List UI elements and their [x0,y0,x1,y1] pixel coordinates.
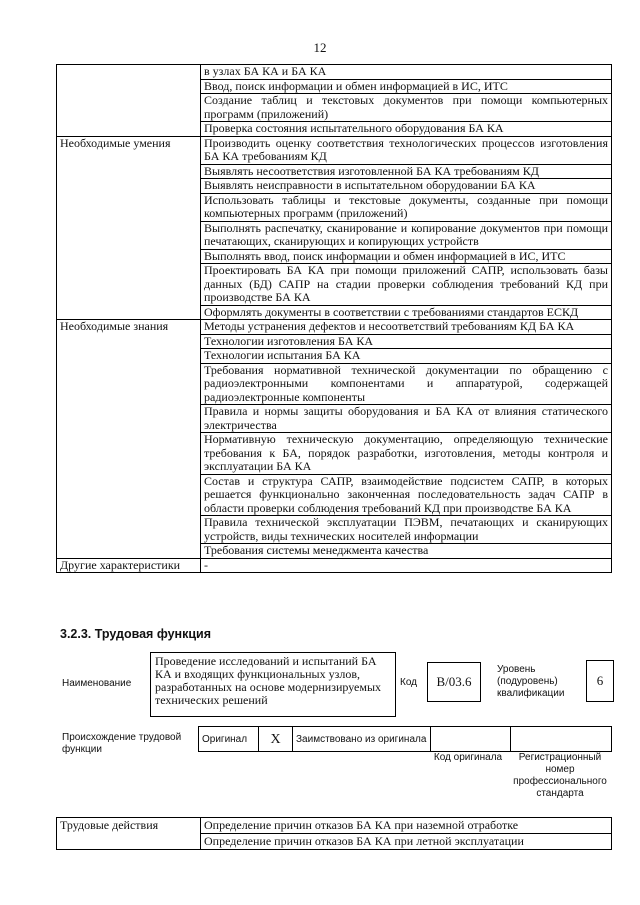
origin-label: Происхождение трудовой функции [62,732,182,755]
row-item: Нормативную техническую документацию, определяющую технические требования к БА, порядок разработки, изготовления, методы контроля и эксплуатации БА КА [201,433,612,475]
original-label: Оригинал [199,727,259,752]
row-label: Трудовые действия [57,818,201,850]
code-caption: Код оригинала [433,752,503,763]
row-item: Оформлять документы в соответствии с требованиями стандартов ЕСКД [201,305,612,320]
competency-table [56,64,612,573]
function-name-value: Проведение исследований и испытаний БА КА и входящих функциональных узлов, разработанных на основе модернизируемых технических решений [150,652,396,717]
row-item: Определение причин отказов БА КА при наземной отработке [201,818,612,834]
row-item: Ввод, поиск информации и обмен информацией в ИС, ИТС [201,79,612,94]
row-item: Выполнять ввод, поиск информации и обмен информацией в ИС, ИТС [201,249,612,264]
original-mark: X [259,727,293,752]
table-row [57,65,612,80]
row-item: Методы устранения дефектов и несоответствий требованиям КД БА КА [201,320,612,335]
reg-number-cell [511,727,612,752]
level-value: 6 [586,660,614,702]
row-label: Другие характеристики [57,558,201,573]
row-item: Правила и нормы защиты оборудования и БА КА от влияния статического электричества [201,405,612,433]
row-item: Технологии испытания БА КА [201,349,612,364]
row-item: в узлах БА КА и БА КА [201,65,612,80]
section-heading: 3.2.3. Трудовая функция [60,627,212,641]
row-item: Выполнять распечатку, сканирование и копирование документов при помощи печатающих, сканирующих и копирующих устройств [201,221,612,249]
row-item: Использовать таблицы и текстовые документы, созданные при помощи компьютерных программ (приложений) [201,193,612,221]
row-item: Определение причин отказов БА КА при летной эксплуатации [201,834,612,850]
row-item: Выявлять неисправности в испытательном оборудовании БА КА [201,179,612,194]
row-item: Проверка состояния испытательного оборудования БА КА [201,122,612,137]
row-item: Технологии изготовления БА КА [201,334,612,349]
row-item: Создание таблиц и текстовых документов при помощи компьютерных программ (приложений) [201,94,612,122]
function-code-value: В/03.6 [427,662,481,702]
row-item: Выявлять несоответствия изготовленной БА КА требованиям КД [201,164,612,179]
table-row [57,320,612,335]
row-item: Состав и структура САПР, взаимодействие подсистем САПР, в которых решается функционально законченная последовательность задач САПР в области проверки соблюдения требований КД при производстве БА КА [201,474,612,516]
row-label: Необходимые знания [57,320,201,559]
row-item: - [201,558,612,573]
reg-caption: Регистрационный номер профессионального стандарта [513,752,607,799]
table-row [57,136,612,164]
origin-table [198,726,612,752]
name-label: Наименование [62,678,132,689]
labor-actions-table [56,817,612,850]
row-item: Производить оценку соответствия технологических процессов изготовления БА КА требованиям КД [201,136,612,164]
row-item: Требования системы менеджмента качества [201,544,612,559]
code-label: Код [400,677,418,688]
row-label [57,65,201,137]
table-row [57,818,612,834]
original-code-cell [431,727,511,752]
row-item: Проектировать БА КА при помощи приложений САПР, использовать базы данных (БД) САПР на стадии проверки соблюдения требований КД при производстве БА КА [201,264,612,306]
row-item: Правила технической эксплуатации ПЭВМ, печатающих и сканирующих устройств, виды технических носителей информации [201,516,612,544]
row-label: Необходимые умения [57,136,201,320]
row-item: Требования нормативной технической документации по обращению с радиоэлектронными компонентами и аппаратурой, содержащей радиоэлектронные компоненты [201,363,612,405]
level-label: Уровень (подуровень) квалификации [497,664,565,699]
table-row [57,558,612,573]
page-number: 12 [313,40,327,55]
borrowed-label: Заимствовано из оригинала [293,727,431,752]
